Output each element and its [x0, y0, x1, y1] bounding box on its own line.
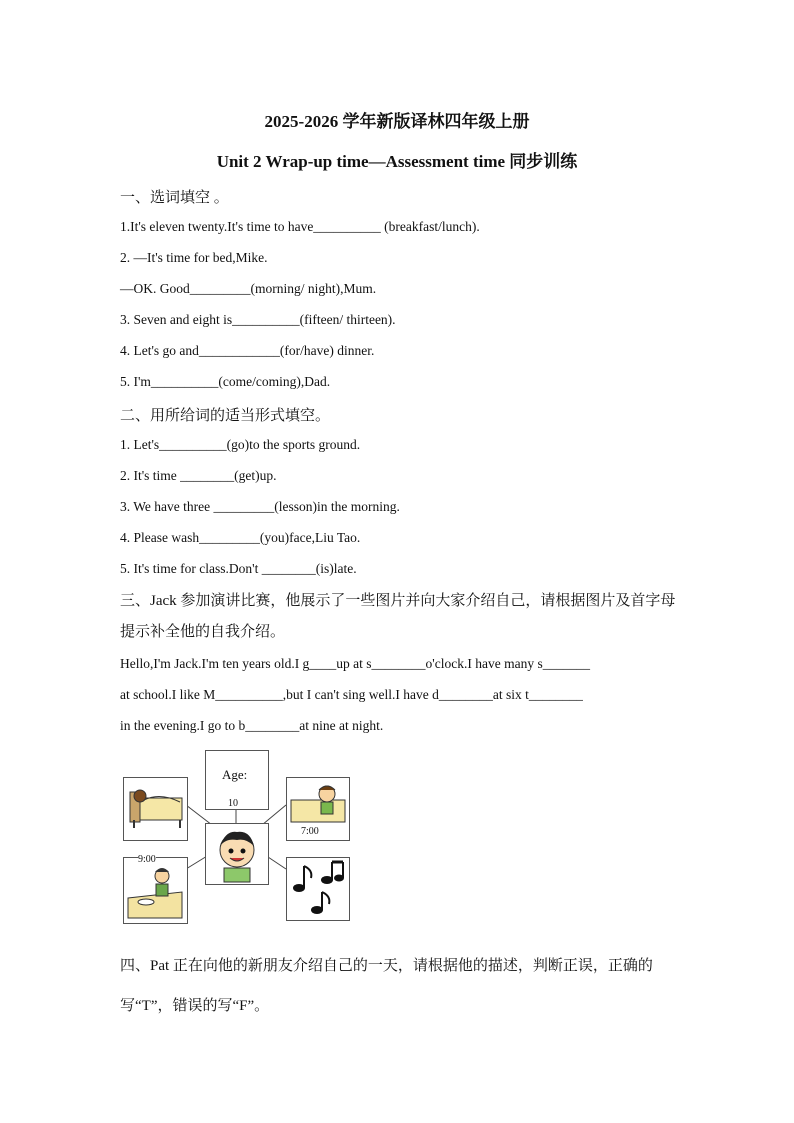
s1-item-1: 1.It's eleven twenty.It's time to have__________ (breakfast/lunch).: [120, 219, 480, 234]
s1-item-2-reply: —OK. Good_________(morning/ night),Mum.: [120, 281, 377, 296]
s1-item-2: 2. —It's time for bed,Mike.: [120, 250, 268, 265]
music-notes-icon: [287, 858, 349, 920]
document-title: 2025-2026 学年新版译林四年级上册: [264, 112, 530, 131]
s1-item-3: 3. Seven and eight is__________(fifteen/ thirteen).: [120, 312, 396, 327]
section-3-heading: 三、Jack 参加演讲比赛，他展示了一些图片并向大家介绍自己，请根据图片及首字母提示补全他的自我介绍。: [120, 593, 676, 640]
s2-item-1: 1. Let's__________(go)to the sports ground.: [120, 437, 361, 452]
wake-time: 7:00: [301, 826, 319, 837]
eating-icon: [124, 858, 187, 923]
section-2-heading: 二、用所给词的适当形式填空。: [120, 408, 331, 424]
bed-picture: [123, 777, 188, 841]
s2-item-5: 5. It's time for class.Don't ________(is)late.: [120, 561, 357, 576]
s2-item-3: 3. We have three _________(lesson)in the morning.: [120, 499, 400, 514]
s1-item-4: 4. Let's go and____________(for/have) dinner.: [120, 343, 375, 358]
boy-face-icon: [206, 824, 268, 884]
jack-picture-group: [120, 745, 352, 925]
age-value: 10: [228, 798, 238, 809]
s3-line-2: at school.I like M__________,but I can't sing well.I have d________at six t________: [120, 687, 583, 702]
document-subtitle: Unit 2 Wrap-up time—Assessment time 同步训练: [216, 152, 578, 171]
wake-up-picture: [286, 777, 350, 841]
s2-item-2: 2. It's time ________(get)up.: [120, 468, 277, 483]
s3-line-1: Hello,I'm Jack.I'm ten years old.I g____up at s________o'clock.I have many s_______: [120, 656, 590, 671]
s1-item-5: 5. I'm__________(come/coming),Dad.: [120, 374, 331, 389]
bed-icon: [124, 778, 187, 840]
section-1-heading: 一、选词填空 。: [120, 190, 229, 206]
music-picture: [286, 857, 350, 921]
jack-portrait: [205, 823, 269, 885]
breakfast-picture: [123, 854, 188, 924]
s2-item-4: 4. Please wash_________(you)face,Liu Tao.: [120, 530, 361, 545]
age-label: Age:: [222, 767, 248, 782]
s3-line-3: in the evening.I go to b________at nine at night.: [120, 718, 384, 733]
section-4-heading: 四、Pat 正在向他的新朋友介绍自己的一天，请根据他的描述，判断正误，正确的写“T”，错误的写“F”。: [120, 958, 653, 1014]
bed-time: 9:00: [138, 854, 156, 865]
